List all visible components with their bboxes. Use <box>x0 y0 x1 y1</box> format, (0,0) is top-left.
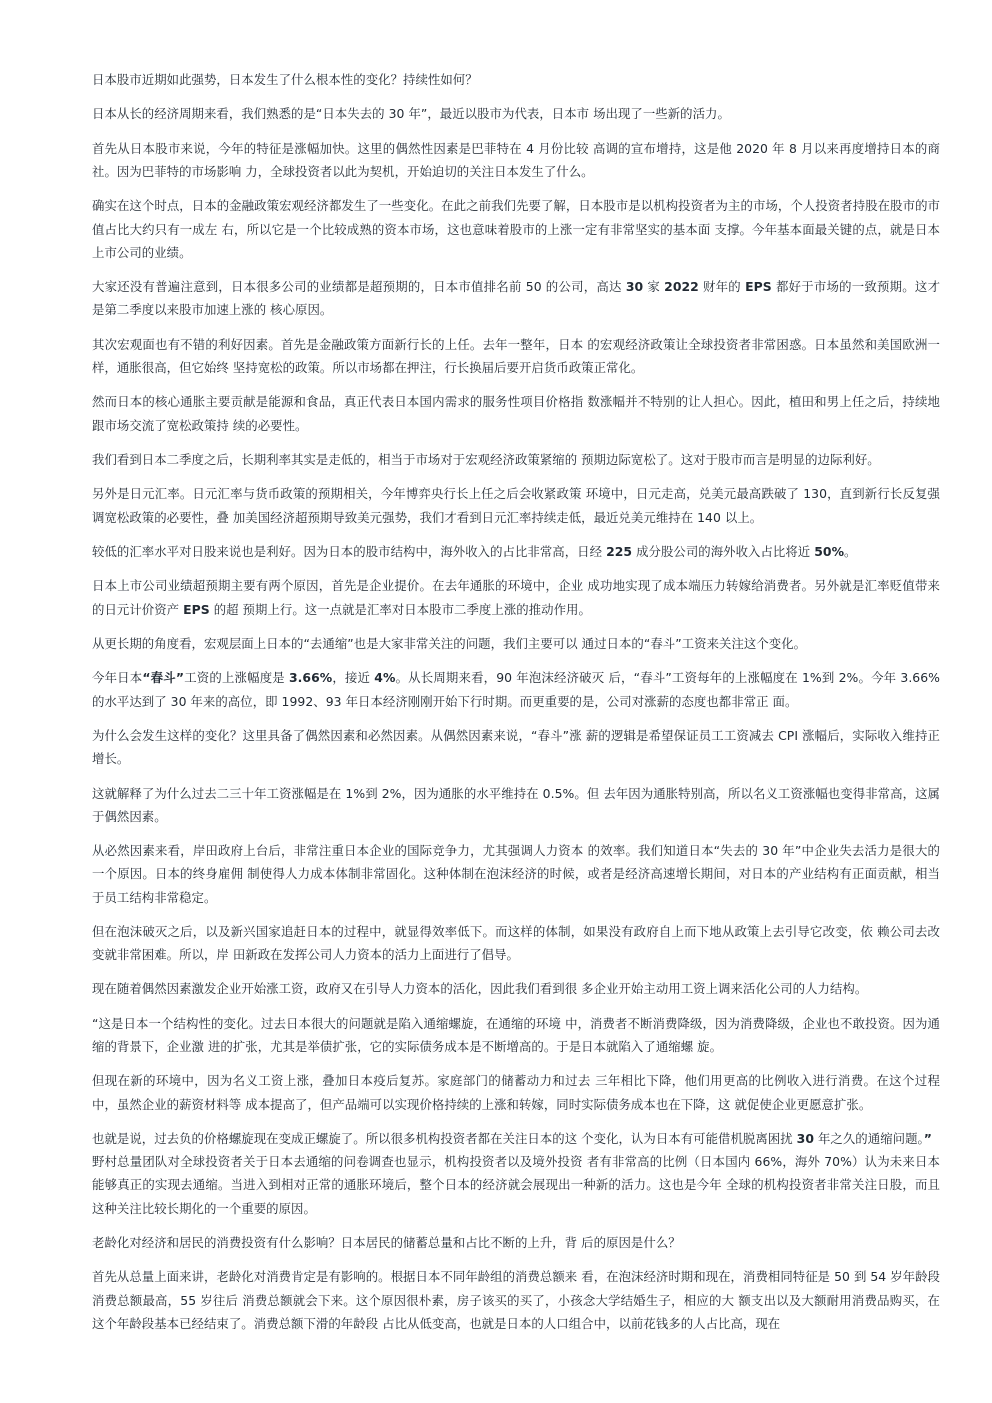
paragraph-text: 首先从总量上面来讲，老龄化对消费肯定是有影响的。根据日本不同年龄组的消费总额来 看，在泡沫经济时期和现在，消费相同特征是 50 到 54 岁年龄段消费总额最高，55 岁往后 消费总额就会下来。这个原因很朴素，房子该买的买了，小孩念大学结婚生子，相应的大 额支出以及大额耐用消费品购买，在这个年龄段基本已经结束了。消费总额下滑的年龄段 占比从低变高，也就是日本的人口组合中，以前花钱多的人占比高，现在 <box>92 1269 940 1331</box>
bold-text: ” <box>923 1131 932 1147</box>
paragraph-text: 其次宏观面也有不错的利好因素。首先是金融政策方面新行长的上任。去年一整年，日本 的宏观经济政策让全球投资者非常困惑。日本虽然和美国欧洲一样，通胀很高，但它始终 坚持宽松的政策。所以市场都在押注，行长换届后要开启货币政策正常化。 <box>92 336 940 375</box>
paragraph <box>92 724 940 770</box>
paragraph-text: 都好于市场的一致预期。这才是第二季度以来股市加速上涨的 核心原因。 <box>92 279 941 318</box>
bold-text: 30 <box>625 279 644 295</box>
paragraph <box>92 194 940 264</box>
paragraph <box>92 68 940 91</box>
bold-text: 4% <box>374 670 396 686</box>
paragraph-text: 日本从长的经济周期来看，我们熟悉的是“日本失去的 30 年”，最近以股市为代表，日本市 场出现了一些新的活力。 <box>92 106 730 122</box>
paragraph <box>92 574 940 620</box>
paragraph <box>92 540 940 563</box>
bold-text: 2022 <box>664 279 699 295</box>
paragraph-text: 然而日本的核心通胀主要贡献是能源和食品，真正代表日本国内需求的服务性项目价格指 数涨幅并不特别的让人担心。因此，植田和男上任之后，持续地跟市场交流了宽松政策持 续的必要性。 <box>92 394 940 433</box>
paragraph <box>92 1231 940 1254</box>
paragraph-text: 。从长周期来看，90 年泡沫经济破灭 后，“春斗”工资每年的上涨幅度在 1%到 2%。今年 3.66%的水平达到了 30 年来的高位，即 1992、93 年日本经济刚刚开始下行时期。而更重要的是，公司对涨薪的态度也都非常正 面。 <box>92 670 940 709</box>
bold-text: EPS <box>745 279 772 295</box>
paragraph <box>92 482 940 528</box>
paragraph-text: “这是日本一个结构性的变化。过去日本很大的问题就是陷入通缩螺旋，在通缩的环境 中，消费者不断消费降级，因为消费降级，企业也不敢投资。因为通缩的背景下，企业激 进的扩张，尤其是举债扩张，它的实际债务成本是不断增高的。于是日本就陷入了通缩螺 旋。 <box>92 1015 940 1055</box>
paragraph <box>92 102 940 125</box>
paragraph-text: 家 <box>643 279 665 295</box>
paragraph-text: 老龄化对经济和居民的消费投资有什么影响？日本居民的储蓄总量和占比不断的上升，背 后的原因是什么？ <box>92 1235 681 1251</box>
paragraph-text: 从必然因素来看，岸田政府上台后，非常注重日本企业的国际竞争力，尤其强调人力资本 的效率。我们知道日本“失去的 30 年”中企业失去活力是很大的一个原因。日本的终身雇佣 制使得人力成本体制非常固化。这种体制在泡沫经济的时候，或者是经济高速增长期间，对日本的产业结构有正面贡献，相当于员工结构非常稳定。 <box>92 843 940 905</box>
paragraph-text: 年之久的通缩问题。 <box>814 1131 924 1147</box>
paragraph-text: 我们看到日本二季度之后，长期利率其实是走低的，相当于市场对于宏观经济政策紧缩的 预期边际宽松了。这对于股市而言是明显的边际利好。 <box>92 451 880 467</box>
paragraph <box>92 137 940 183</box>
paragraph-text: 今年日本 <box>92 670 143 686</box>
paragraph <box>92 839 940 909</box>
paragraph-text: 。 <box>844 543 857 559</box>
paragraph-text: 但现在新的环境中，因为名义工资上涨，叠加日本疫后复苏。家庭部门的储蓄动力和过去 三年相比下降，他们用更高的比例收入进行消费。在这个过程中，虽然企业的薪资材料等 成本提高了，但产品端可以实现价格持续的上涨和转嫁，同时实际债务成本也在下降，这 就促使企业更愿意扩张。 <box>92 1073 940 1112</box>
paragraph <box>92 275 940 321</box>
bold-text: 50% <box>814 543 845 559</box>
bold-text: 3.66% <box>289 670 333 686</box>
bold-text: 225 <box>606 543 633 559</box>
bold-text: “春斗” <box>142 670 185 686</box>
paragraph <box>92 333 940 379</box>
paragraph <box>92 1069 940 1115</box>
paragraph <box>92 1150 940 1220</box>
paragraph-text: 为什么会发生这样的变化？这里具备了偶然因素和必然因素。从偶然因素来说，“春斗”涨 薪的逻辑是希望保证员工工资减去 CPI 涨幅后，实际收入维持正增长。 <box>92 727 940 767</box>
bold-text: 30 <box>796 1131 814 1147</box>
paragraph-text: 财年的 <box>698 279 746 295</box>
paragraph-text: 从更长期的角度看，宏观层面上日本的“去通缩”也是大家非常关注的问题，我们主要可以 通过日本的“春斗”工资来关注这个变化。 <box>92 635 807 651</box>
paragraph <box>92 632 940 655</box>
paragraph-text: 大家还没有普遍注意到，日本很多公司的业绩都是超预期的，日本市值排名前 50 的公司，高达 <box>92 279 626 295</box>
paragraph-text: ，接近 <box>332 670 375 686</box>
paragraph <box>92 782 940 828</box>
paragraph-text: 但在泡沫破灭之后，以及新兴国家追赶日本的过程中，就显得效率低下。而这样的体制，如果没有政府自上而下地从政策上去引导它改变，依 赖公司去改变就非常困难。所以，岸 田新政在发挥公司人力资本的活力上面进行了倡导。 <box>92 923 940 963</box>
paragraph-text: 日本上市公司业绩超预期主要有两个原因，首先是企业提价。在去年通胀的环境中，企业 成功地实现了成本端压力转嫁给消费者。另外就是汇率贬值带来的日元计价资产 <box>92 578 940 617</box>
paragraph-text: 较低的汇率水平对日股来说也是利好。因为日本的股市结构中，海外收入的占比非常高，日经 <box>92 543 607 559</box>
paragraph-text: 野村总量团队对全球投资者关于日本去通缩的问卷调查也显示，机构投资者以及境外投资 者有非常高的比例（日本国内 66%，海外 70%）认为未来日本能够真正的实现去通缩。当进入到相对正常的通胀环境后，整个日本的经济就会展现出一种新的活力。这也是今年 全球的机构投资者非常关注日股，而且这种关注比较长期化的一个重要的原因。 <box>92 1154 940 1216</box>
paragraph <box>92 390 940 436</box>
bold-text: EPS <box>183 601 210 617</box>
document-body <box>92 68 940 1335</box>
paragraph <box>92 1265 940 1335</box>
paragraph-text: 成分股公司的海外收入占比将近 <box>632 543 815 559</box>
paragraph-text: 日本股市近期如此强势，日本发生了什么根本性的变化？持续性如何？ <box>92 72 478 87</box>
paragraph-text: 的超 预期上行。这一点就是汇率对日本股市二季度上涨的推动作用。 <box>209 601 591 617</box>
paragraph-text: 另外是日元汇率。日元汇率与货币政策的预期相关，今年博弈央行长上任之后会收紧政策 环境中，日元走高，兑美元最高跌破了 130，直到新行长反复强调宽松政策的必要性，叠 加美国经济超预期导致美元强势，我们才看到日元汇率持续走低，最近兑美元维持在 140 以上。 <box>92 486 940 525</box>
paragraph-text: 首先从日本股市来说，今年的特征是涨幅加快。这里的偶然性因素是巴菲特在 4 月份比较 高调的宣布增持，这是他 2020 年 8 月以来再度增持日本的商社。因为巴菲特的市场影响 力，全球投资者以此为契机，开始迫切的关注日本发生了什么。 <box>92 140 940 179</box>
paragraph-text: 确实在这个时点，日本的金融政策宏观经济都发生了一些变化。在此之前我们先要了解，日本股市是以机构投资者为主的市场，个人投资者持股在股市的市值占比大约只有一成左 右，所以它是一个比较成熟的资本市场，这也意味着股市的上涨一定有非常坚实的基本面 支撑。今年基本面最关键的点，就是日本上市公司的业绩。 <box>92 198 940 260</box>
paragraph <box>92 920 940 966</box>
paragraph <box>92 666 940 712</box>
paragraph-text: 也就是说，过去负的价格螺旋现在变成正螺旋了。所以很多机构投资者都在关注日本的这 个变化，认为日本有可能借机脱离困扰 <box>92 1131 797 1147</box>
paragraph-text: 这就解释了为什么过去二三十年工资涨幅是在 1%到 2%，因为通胀的水平维持在 0.5%。但 去年因为通胀特别高，所以名义工资涨幅也变得非常高，这属于偶然因素。 <box>92 785 940 824</box>
paragraph <box>92 977 940 1000</box>
paragraph <box>92 448 940 471</box>
paragraph-text: 现在随着偶然因素激发企业开始涨工资，政府又在引导人力资本的活化，因此我们看到很 多企业开始主动用工资上调来活化公司的人力结构。 <box>92 981 868 997</box>
paragraph-text: 工资的上涨幅度是 <box>184 670 289 686</box>
paragraph <box>92 1127 940 1150</box>
paragraph <box>92 1012 940 1058</box>
